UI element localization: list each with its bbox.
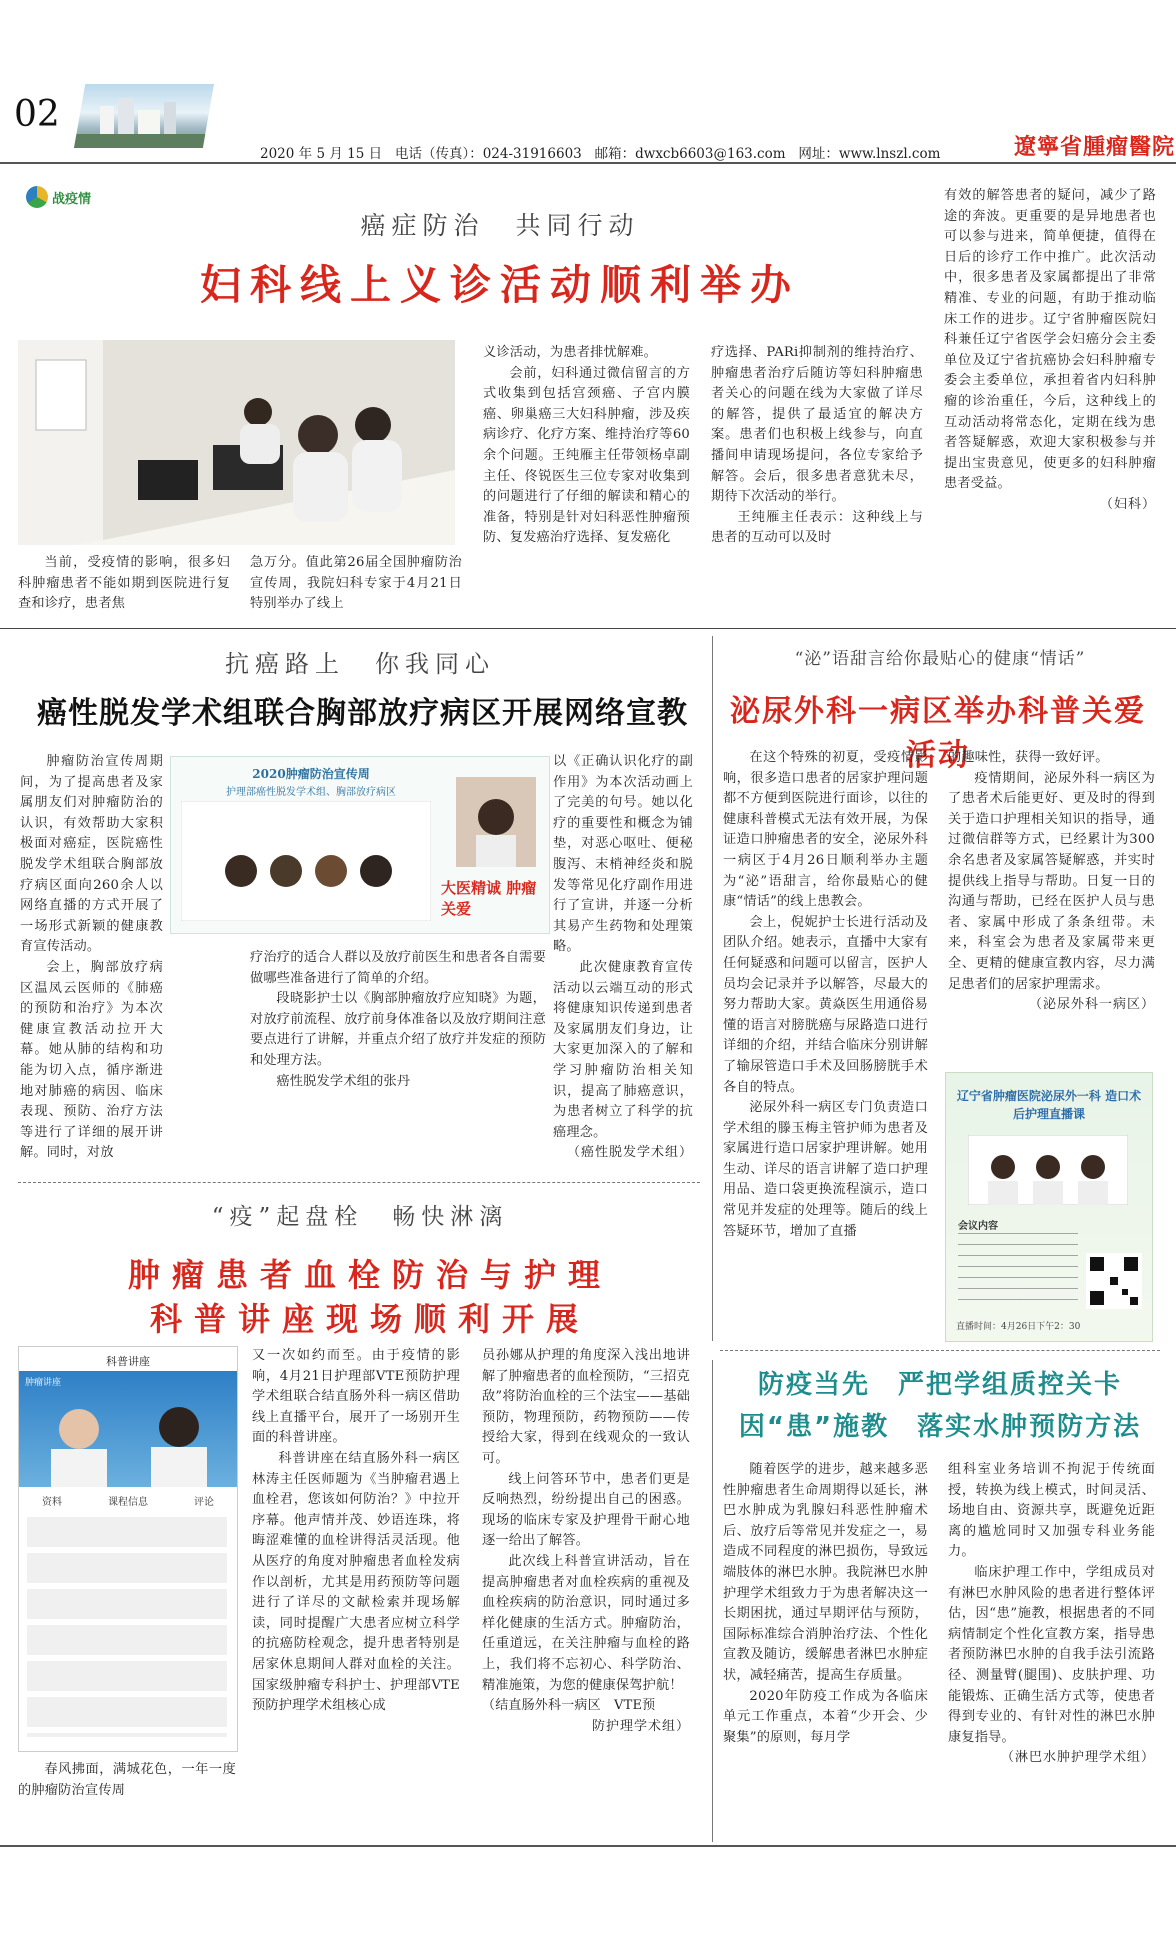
paragraph: 员孙娜从护理的角度深入浅出地讲解了肿瘤患者的血栓预防，“三招克敌”将防治血栓的三个法宝——基础预防，物理预防，药物预防——传授给大家，得到在线观众的一致认可。: [482, 1348, 690, 1466]
leaf-icon: [26, 186, 48, 208]
paragraph: 临床护理工作中，学组成员对有淋巴水肿风险的患者进行整体评估，因“患”施教，根据患者的不同病情制定个性化宣教方案，指导患者预防淋巴水肿的自我手法引流路径、测量臂(腿围)、皮肤护理、功能锻炼、正确生活方式等，使患者得到专业的、有针对性的淋巴水肿康复指导。: [948, 1564, 1155, 1745]
paragraph: 线上问答环节中，患者们更是反响热烈，纷纷提出自己的困惑。现场的临床专家及护理骨干耐心地逐一给出了解答。: [482, 1471, 690, 1549]
paragraph: 随着医学的进步，越来越多恶性肿瘤患者生命周期得以延长，淋巴水肿成为乳腺妇科恶性肿瘤术后、放疗后等常见并发症之一，易造成不同程度的淋巴损伤，导致远端肢体的淋巴水肿。我院淋巴水肿护理学术组致力于为患者解决这一长期困扰，通过早期评估与预防，国际标准综合消肿治疗法、个性化宣教及随访，缓解患者淋巴水肿症状，减轻痛苦，提高生存质量。: [723, 1462, 928, 1683]
article4-col1: [18, 1760, 236, 1801]
paragraph: 会前，妇科通过微信留言的方式收集到包括宫颈癌、子宫内膜癌、卵巢癌三大妇科肿瘤，涉及疾病诊疗、化疗方案、维持治疗等60余个问题。王纯雁主任带领杨卓副主任、佟锐医生三位专家对收集到的问题进行了仔细的解读和精心的准备，特别是针对妇科恶性肿瘤预防、复发癌治疗选择、复发癌化: [483, 365, 690, 546]
paragraph: 科普讲座在结直肠外科一病区林涛主任医师题为《当肿瘤君遇上血栓君，您该如何防治？》中拉开序幕。他声情并茂、妙语连珠，将晦涩难懂的血栓讲得活灵活现。他从医疗的角度对肿瘤患者血栓发病作以剖析，尤其是用药预防等问题进行了详尽的文献检索并现场解读，同时提醒广大患者应树立科学的抗癌防栓观念，提升患者特别是居家休息期间人群对血栓的关注。国家级肿瘤专科护士、护理部VTE预防护理学术组核心成: [252, 1450, 460, 1714]
paragraph: 疗选择、PARi抑制剂的维持治疗、肿瘤患者治疗后随访等妇科肿瘤患者关心的问题在线为大家做了详尽的解答，提供了最适宜的解决方案。患者们也积极上线参与，向直播间申请现场提问，各位专家给予解答。会后，很多患者意犹未尽，期待下次活动的举行。: [711, 345, 923, 505]
comment-list: [27, 1517, 227, 1737]
image-title: 2020肿瘤防治宣传周: [252, 767, 370, 781]
paragraph: 在这个特殊的初夏，受疫情影响，很多造口患者的居家护理问题都不方便到医院进行面诊，以往的健康科普模式无法有效开展，为保证造口肿瘤患者的安全，泌尿外科一病区于4月26日顺利举办主题为“泌”语甜言，给你最贴心的健康“情话”的线上患教会。: [723, 750, 928, 910]
article1-col2: [250, 553, 462, 615]
article4-signature-line2: 防护理学术组）: [591, 1718, 690, 1734]
masthead-photo: [74, 84, 214, 148]
article4-col2: [252, 1346, 460, 1717]
paragraph: 又一次如约而至。由于疫情的影响，4月21日护理部VTE预防护理学术组联合结直肠外科一病区借助线上直播平台，展开了一场别开生面的科普讲座。: [252, 1348, 460, 1446]
tab-course-info[interactable]: 课程信息: [108, 1497, 148, 1508]
masthead-logo: 遼寧省腫瘤醫院: [1014, 134, 1176, 160]
paragraph: 会上，胸部放疗病区温凤云医师的《肺癌的预防和治疗》为本次健康宣教活动拉开大幕。她从肺的结构和功能为切入点，循序渐进地对肺癌的病因、临床表现、预防、治疗方法等进行了详细的展开讲解。同时，对放: [20, 959, 163, 1161]
poster-schedule: [958, 1233, 1078, 1303]
header-rule: [0, 162, 1176, 164]
article1-title: 妇科线上义诊活动顺利举办: [200, 261, 800, 309]
app-tabs: [19, 1493, 237, 1508]
paragraph: 组科室业务培训不拘泥于传统面授，转换为线上模式，时间灵活、场地自由、资源共享，既避免近距离的尴尬同时又加强专科业务能力。: [948, 1462, 1155, 1560]
article5-col1: [723, 1460, 928, 1748]
badge: [26, 186, 91, 208]
divider: [720, 1350, 1160, 1351]
article3-poster: [945, 1072, 1153, 1342]
paragraph: 此次健康教育宣传活动以云端互动的形式将健康知识传递到患者及家属朋友们身边，让大家更加深入的了解和学习肿瘤防治相关知识，提高了肺癌意识，为患者树立了科学的抗癌理念。: [553, 959, 693, 1140]
poster-section: 会议内容: [958, 1221, 998, 1232]
article1-col5: [944, 186, 1156, 516]
article1-kicker: 癌症防治 共同行动: [360, 211, 640, 240]
paragraph: 泌尿外科一病区专门负责造口学术组的滕玉梅主管护师为患者及家属进行造口居家护理讲解。她用生动、详尽的语言讲解了造口护理用品、造口袋更换流程演示，造口常见并发症的处理等。随后的线上答疑环节，增加了直播: [723, 1100, 928, 1239]
article4-title-line2: 科普讲座现场顺利开展: [149, 1300, 590, 1338]
paragraph: 急万分。值此第26届全国肿瘤防治宣传周，我院妇科专家于4月21日特别举办了线上: [250, 555, 462, 612]
divider: [712, 636, 713, 1341]
article2-title: 癌性脱发学术组联合胸部放疗病区开展网络宣教: [37, 696, 688, 731]
app-header: [19, 1371, 237, 1487]
page-number: 02: [14, 94, 60, 135]
tab-materials[interactable]: 资料: [42, 1497, 62, 1508]
paragraph: 肿瘤防治宣传周期间，为了提高患者及家属朋友们对肿瘤防治的认识，有效帮助大家积极面对癌症，医院癌性脱发学术组联合胸部放疗病区面向260余人以网络直播的方式开展了一场形式新颖的健康教育宣传活动。: [20, 754, 163, 955]
poster-title: 辽宁省肿瘤医院泌尿外一科 造口术后护理直播课: [956, 1089, 1142, 1121]
qr-code-icon: [1086, 1253, 1142, 1309]
app-title: 科普讲座: [106, 1355, 150, 1368]
article5-col2: [948, 1460, 1155, 1769]
paragraph: 的趣味性，获得一致好评。: [948, 750, 1109, 765]
article4-kicker: “疫”起盘栓 畅快淋漓: [211, 1204, 509, 1230]
divider: [18, 1182, 700, 1183]
article1-photo: [18, 340, 455, 545]
article1-col1: [18, 553, 230, 615]
paragraph: 当前，受疫情的影响，很多妇科肿瘤患者不能如期到医院进行复查和诊疗，患者焦: [18, 555, 230, 612]
article2-signature: （癌性脱发学术组）: [566, 1145, 693, 1161]
app-subtitle: 肿瘤讲座: [25, 1378, 62, 1388]
article5-signature: （淋巴水肿护理学术组）: [1000, 1750, 1155, 1766]
article4-signature-line1: （结直肠外科一病区 VTE预: [482, 1698, 656, 1714]
article3-kicker: “泌”语甜言给你最贴心的健康“情话”: [794, 649, 1086, 669]
paragraph: 此次线上科普宣讲活动，旨在提高肿瘤患者对血栓疾病的重视及血栓疾病的防治意识，同时通过多样化健康的生活方式。肿瘤防治，任重道远，在关注肿瘤与血栓的路上，我们将不忘初心、科学防治、精准施策，为您的健康保驾护航！: [482, 1553, 690, 1693]
paragraph: 段晓影护士以《胸部肿瘤放疗应知晓》为题，对放疗前流程、放疗前身体准备以及放疗期间注意要点进行了讲解，并重点介绍了放疗并发症的预防和处理方法。: [250, 991, 546, 1068]
article1-signature: （妇科）: [1099, 496, 1156, 512]
paragraph: 王纯雁主任表示：这种线上与患者的互动可以及时: [711, 509, 923, 546]
article4-title-line1: 肿瘤患者血栓防治与护理: [127, 1256, 612, 1294]
paragraph: 有效的解答患者的疑问，减少了路途的奔波。更重要的是异地患者也可以参与进来，简单便捷，值得在日后的诊疗工作中推广。此次活动中，很多患者及家属都提出了非常精准、专业的问题，有助于推动临床工作的进步。辽宁省肿瘤医院妇科兼任辽宁省医学会妇癌分会主委单位及辽宁省抗癌协会妇科肿瘤专委会主委单位，承担着省内妇科肿瘤的诊治重任，今后，这种线上的互动活动将常态化，定期在线为患者答疑解惑，欢迎大家积极参与并提出宝贵意见，使更多的妇科肿瘤患者受益。: [944, 188, 1156, 492]
paragraph: 2020年防疫工作成为各临床单元工作重点，本着“少开会、少聚集”的原则，每月学: [723, 1688, 928, 1745]
divider: [0, 628, 1176, 629]
article1-col4: [711, 343, 923, 549]
article2-col2: [250, 948, 546, 1092]
article3-title: 泌尿外科一病区举办科普关爱活动: [730, 694, 1146, 773]
article2-col1: [20, 752, 163, 1164]
image-slogan: 大医精诚 肿瘤关爱: [441, 879, 537, 918]
image-subtitle: 护理部癌性脱发学术组、胸部放疗病区: [226, 787, 396, 798]
article5-title-line1: 防疫当先 严把学组质控关卡: [757, 1370, 1122, 1400]
article2-kicker: 抗癌路上 你我同心: [225, 650, 495, 678]
article3-col1: [723, 748, 928, 1242]
footer-rule: [0, 1845, 1176, 1847]
paragraph: 疗治疗的适合人群以及放疗前医生和患者各自需要做哪些准备进行了简单的介绍。: [250, 950, 546, 986]
paragraph: 会上，倪妮护士长进行活动及团队介绍。她表示，直播中大家有任何疑惑和问题可以留言，医护人员均会记录并予以解答，尽最大的努力帮助大家。黄焱医生用通俗易懂的语言对膀胱癌与尿路造口进行详细的介绍，并结合临床分别讲解了输尿管造口手术及回肠膀胱手术各自的特点。: [723, 914, 928, 1095]
article5-title-line2: 因“患”施教 落实水肿预防方法: [738, 1412, 1142, 1442]
paragraph: 义诊活动，为患者排忧解难。: [483, 345, 658, 360]
article2-image: [170, 756, 550, 934]
article4-col3: [482, 1346, 690, 1737]
paragraph: 疫情期间，泌尿外科一病区为了患者术后能更好、更及时的得到关于造口护理相关知识的指导，通过微信群等方式，已经累计为300余名患者及家属答疑解惑，并实时提供线上指导与帮助。日复一日的沟通与帮助，已经在医护人员与患者、家属中形成了条条纽带。未来，科室会为患者及家属带来更全、更精的健康宣教内容，尽力满足患者们的居家护理需求。: [948, 770, 1155, 992]
article2-col3: [553, 752, 693, 1164]
badge-label: 战疫情: [52, 191, 92, 207]
paragraph: 以《正确认识化疗的副作用》为本次活动画上了完美的句号。她以化疗的重要性和概念为铺垫，对恶心呕吐、便秘腹泻、末梢神经炎和脱发等常见化疗副作用进行了宣讲，并逐一分析其易产生药物和处理策略。: [553, 754, 693, 955]
article3-col2: [948, 748, 1155, 1016]
header-info-line: 2020 年 5 月 15 日 电话（传真）：024-31916603 邮箱：dwxcb6603@163.com 网址：www.lnszl.com: [260, 146, 941, 162]
poster-time: 直播时间：4月26日下午2：30: [956, 1322, 1081, 1332]
tab-comments[interactable]: 评论: [194, 1497, 214, 1508]
article4-app-screenshot: [18, 1346, 238, 1752]
paragraph: 春风拂面，满城花色，一年一度的肿瘤防治宣传周: [18, 1762, 236, 1798]
divider: [712, 1360, 713, 1842]
article3-signature: （泌尿外科一病区）: [1028, 997, 1155, 1013]
paragraph: 癌性脱发学术组的张丹: [276, 1073, 411, 1089]
article1-col3: [483, 343, 690, 549]
